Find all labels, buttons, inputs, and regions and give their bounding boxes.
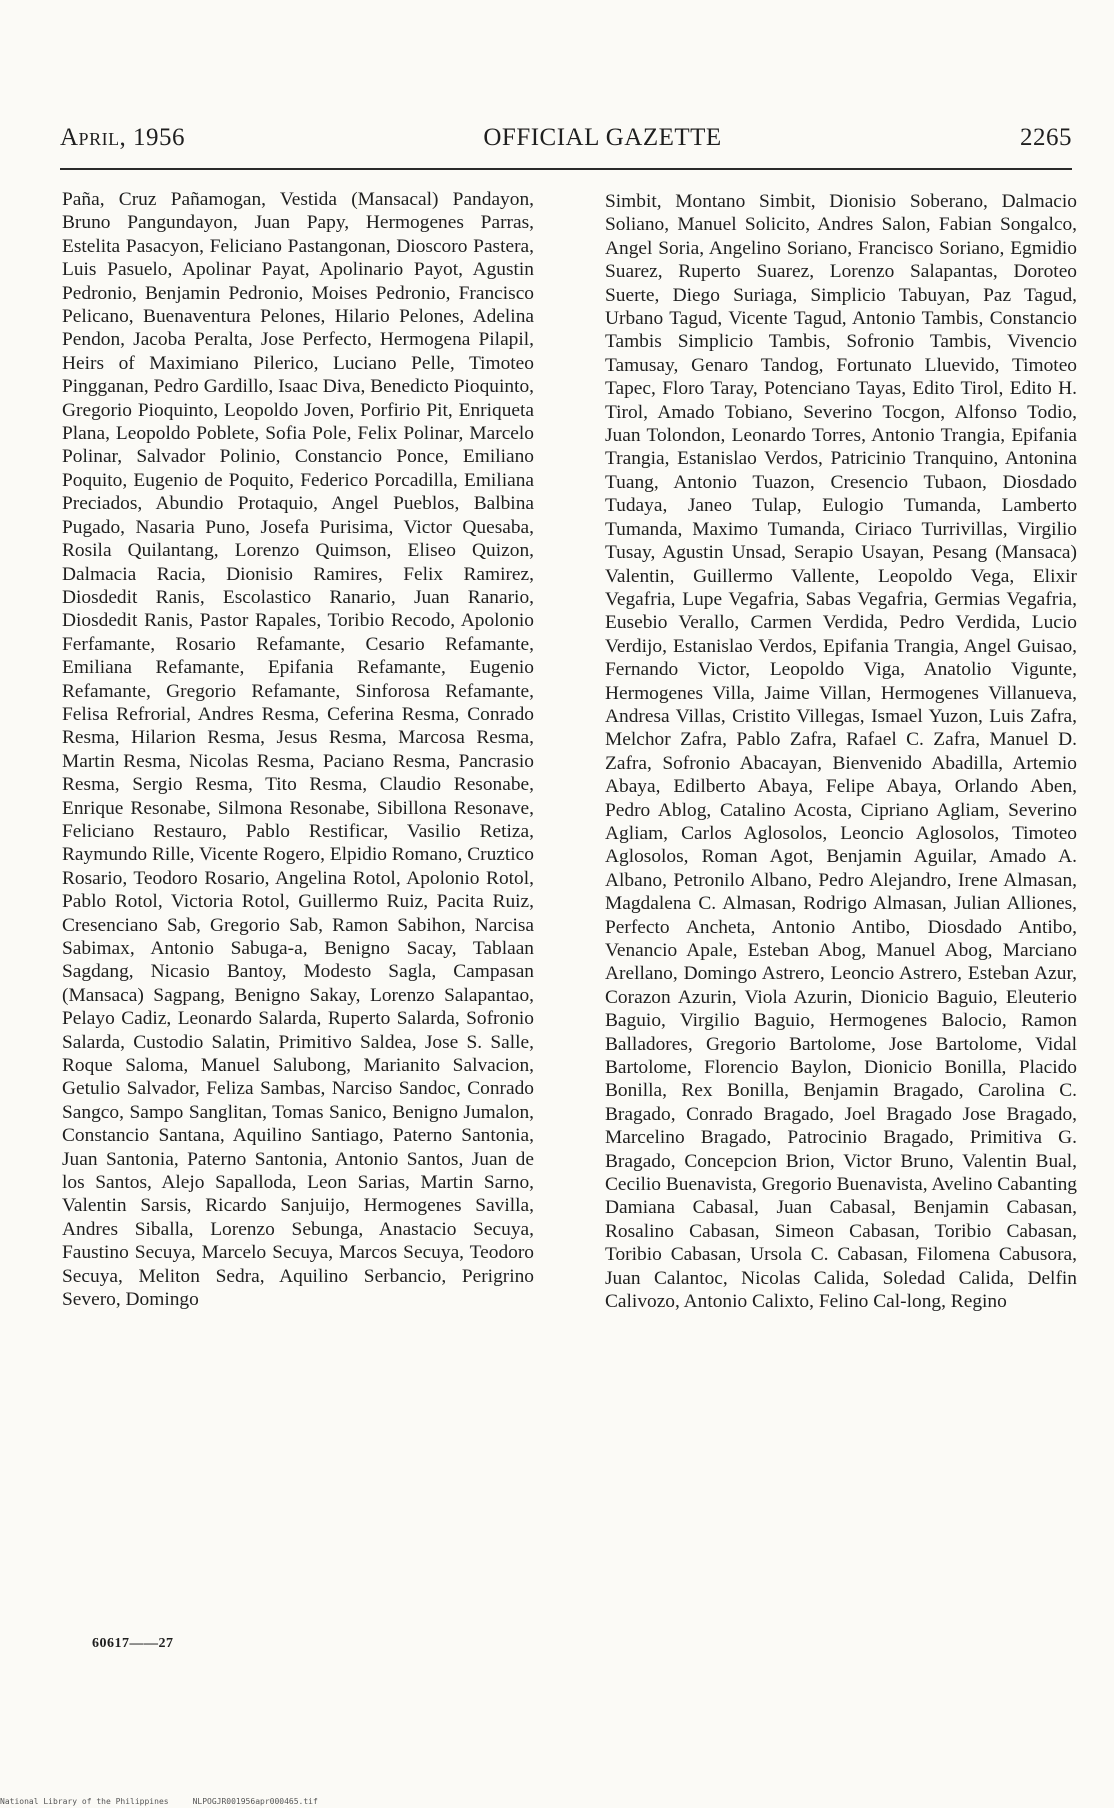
scan-footer xyxy=(0,1797,318,1806)
page-number: 2265 xyxy=(1020,124,1072,151)
publication-title: OFFICIAL GAZETTE xyxy=(483,124,722,151)
left-column xyxy=(62,188,534,1312)
issue-date: April, 1956 xyxy=(60,124,186,151)
print-signature: 60617——27 xyxy=(92,1636,174,1651)
page-header xyxy=(60,124,1072,160)
header-rule xyxy=(60,168,1072,170)
right-column-text: Simbit, Montano Simbit, Dionisio Soberano, Dalmacio Soliano, Manuel Solicito, Andres Salon, Fabian Songalco, Angel Soria, Angelino Soriano, Francisco Soriano, Egmidio Suarez, Ruperto Suarez, Lorenzo Salapantas, Doroteo Suerte, Diego Suriaga, Simplicio Tabuyan, Paz Tagud, Urbano Tagud, Vicente Tagud, Antonio Tambis, Constancio Tambis Simplicio Tambis, Sofronio Tambis, Vivencio Tamusay, Genaro Tandog, Fortunato Lluevido, Timoteo Tapec, Floro Taray, Potenciano Tayas, Edito Tirol, Edito H. Tirol, Amado Tobiano, Severino Tocgon, Alfonso Todio, Juan Tolondon, Leonardo Torres, Antonio Trangia, Epifania Trangia, Estanislao Verdos, Patricinio Tranquino, Antonina Tuang, Antonio Tuazon, Cresencio Tubaon, Diosdado Tudaya, Janeo Tulap, Eulogio Tumanda, Lamberto Tumanda, Maximo Tumanda, Ciriaco Turrivillas, Virgilio Tusay, Agustin Unsad, Serapio Usayan, Pesang (Mansaca) Valentin, Guillermo Vallente, Leopoldo Vega, Elixir Vegafria, Lupe Vegafria, Sabas Vegafria, Germias Vegafria, Eusebio Verallo, Carmen Verdida, Pedro Verdida, Lucio Verdijo, Estanislao Verdos, Epifania Trangia, Angel Guisao, Fernando Victor, Leopoldo Viga, Anatolio Vigunte, Hermogenes Villa, Jaime Villan, Hermogenes Villanueva, Andresa Villas, Cristito Villegas, Ismael Yuzon, Luis Zafra, Melchor Zafra, Pablo Zafra, Rafael C. Zafra, Manuel D. Zafra, Sofronio Abacayan, Bienvenido Abadilla, Artemio Abaya, Edilberto Abaya, Felipe Abaya, Orlando Aben, Pedro Ablog, Catalino Acosta, Cipriano Agliam, Severino Agliam, Carlos Aglosolos, Leoncio Aglosolos, Timoteo Aglosolos, Roman Agot, Benjamin Aguilar, Amado A. Albano, Petronilo Albano, Pedro Alejandro, Irene Almasan, Magdalena C. Almasan, Rodrigo Almasan, Julian Alliones, Perfecto Ancheta, Antonio Antibo, Diosdado Antibo, Venancio Apale, Esteban Abog, Manuel Abog, Marciano Arellano, Domingo Astrero, Leoncio Astrero, Esteban Azur, Corazon Azurin, Viola Azurin, Dionicio Baguio, Eleuterio Baguio, Virgilio Baguio, Hermogenes Balocio, Ramon Balladores, Gregorio Bartolome, Jose Bartolome, Vidal Bartolome, Florencio Baylon, Dionicio Bonilla, Placido Bonilla, Rex Bonilla, Benjamin Bragado, Carolina C. Bragado, Conrado Bragado, Joel Bragado Jose Bragado, Marcelino Bragado, Patrocinio Bragado, Primitiva G. Bragado, Concepcion Brion, Victor Bruno, Valentin Bual, Cecilio Buenavista, Gregorio Buenavista, Avelino Cabanting Damiana Cabasal, Juan Cabasal, Benjamin Cabasan, Rosalino Cabasan, Simeon Cabasan, Toribio Cabasan, Toribio Cabasan, Ursola C. Cabasan, Filomena Cabusora, Juan Calantoc, Nicolas Calida, Soledad Calida, Delfin Calivozo, Antonio Calixto, Felino Cal-long, Regino xyxy=(605,191,1077,1313)
left-column-text: Paña, Cruz Pañamogan, Vestida (Mansacal) Pandayon, Bruno Pangundayon, Juan Papy, Hermogenes Parras, Estelita Pasacyon, Feliciano Pastangonan, Dioscoro Pastera, Luis Pasuelo, Apolinar Payat, Apolinario Payot, Agustin Pedronio, Benjamin Pedronio, Moises Pedronio, Francisco Pelicano, Buenaventura Pelones, Hilario Pelones, Adelina Pendon, Jacoba Peralta, Jose Perfecto, Hermogena Pilapil, Heirs of Maximiano Pilerico, Luciano Pelle, Timoteo Pingganan, Pedro Gardillo, Isaac Diva, Benedicto Pioquinto, Gregorio Pioquinto, Leopoldo Joven, Porfirio Pit, Enriqueta Plana, Leopoldo Poblete, Sofia Pole, Felix Polinar, Marcelo Polinar, Salvador Polinio, Constancio Ponce, Emiliano Poquito, Eugenio de Poquito, Federico Porcadilla, Emiliana Preciados, Abundio Protaquio, Angel Pueblos, Balbina Pugado, Nasaria Puno, Josefa Purisima, Victor Quesaba, Rosila Quilantang, Lorenzo Quimson, Eliseo Quizon, Dalmacia Racia, Dionisio Ramires, Felix Ramirez, Diosdedit Ranis, Escolastico Ranario, Juan Ranario, Diosdedit Ranis, Pastor Rapales, Toribio Recodo, Apolonio Ferfamante, Rosario Refamante, Cesario Refamante, Emiliana Refamante, Epifania Refamante, Eugenio Refamante, Gregorio Refamante, Sinforosa Refamante, Felisa Refrorial, Andres Resma, Ceferina Resma, Conrado Resma, Hilarion Resma, Jesus Resma, Marcosa Resma, Martin Resma, Nicolas Resma, Paciano Resma, Pancrasio Resma, Sergio Resma, Tito Resma, Claudio Resonabe, Enrique Resonabe, Silmona Resonabe, Sibillona Resonave, Feliciano Restauro, Pablo Restificar, Vasilio Retiza, Raymundo Rille, Vicente Rogero, Elpidio Romano, Cruztico Rosario, Teodoro Rosario, Angelina Rotol, Apolonio Rotol, Pablo Rotol, Victoria Rotol, Guillermo Ruiz, Pacita Ruiz, Cresenciano Sab, Gregorio Sab, Ramon Sabihon, Narcisa Sabimax, Antonio Sabuga-a, Benigno Sacay, Tablaan Sagdang, Nicasio Bantoy, Modesto Sagla, Campasan (Mansaca) Sagpang, Benigno Sakay, Lorenzo Salapantao, Pelayo Cadiz, Leonardo Salarda, Ruperto Salarda, Sofronio Salarda, Custodio Salatin, Primitivo Saldea, Jose S. Salle, Roque Saloma, Manuel Salubong, Marianito Salvacion, Getulio Salvador, Feliza Sambas, Narciso Sandoc, Conrado Sangco, Sampo Sanglitan, Tomas Sanico, Benigno Jumalon, Constancio Santana, Aquilino Santiago, Paterno Santonia, Juan Santonia, Paterno Santonia, Antonio Santos, Juan de los Santos, Alejo Sapalloda, Leon Sarias, Martin Sarno, Valentin Sarsis, Ricardo Sanjuijo, Hermogenes Savilla, Andres Siballa, Lorenzo Sebunga, Anastacio Secuya, Faustino Secuya, Marcelo Secuya, Marcos Secuya, Teodoro Secuya, Meliton Sedra, Aquilino Serbancio, Perigrino Severo, Domingo xyxy=(62,189,534,1311)
library-credit: National Library of the Philippines xyxy=(0,1797,169,1806)
right-column xyxy=(605,190,1077,1314)
file-name: NLPOGJR001956apr000465.tif xyxy=(192,1797,318,1806)
